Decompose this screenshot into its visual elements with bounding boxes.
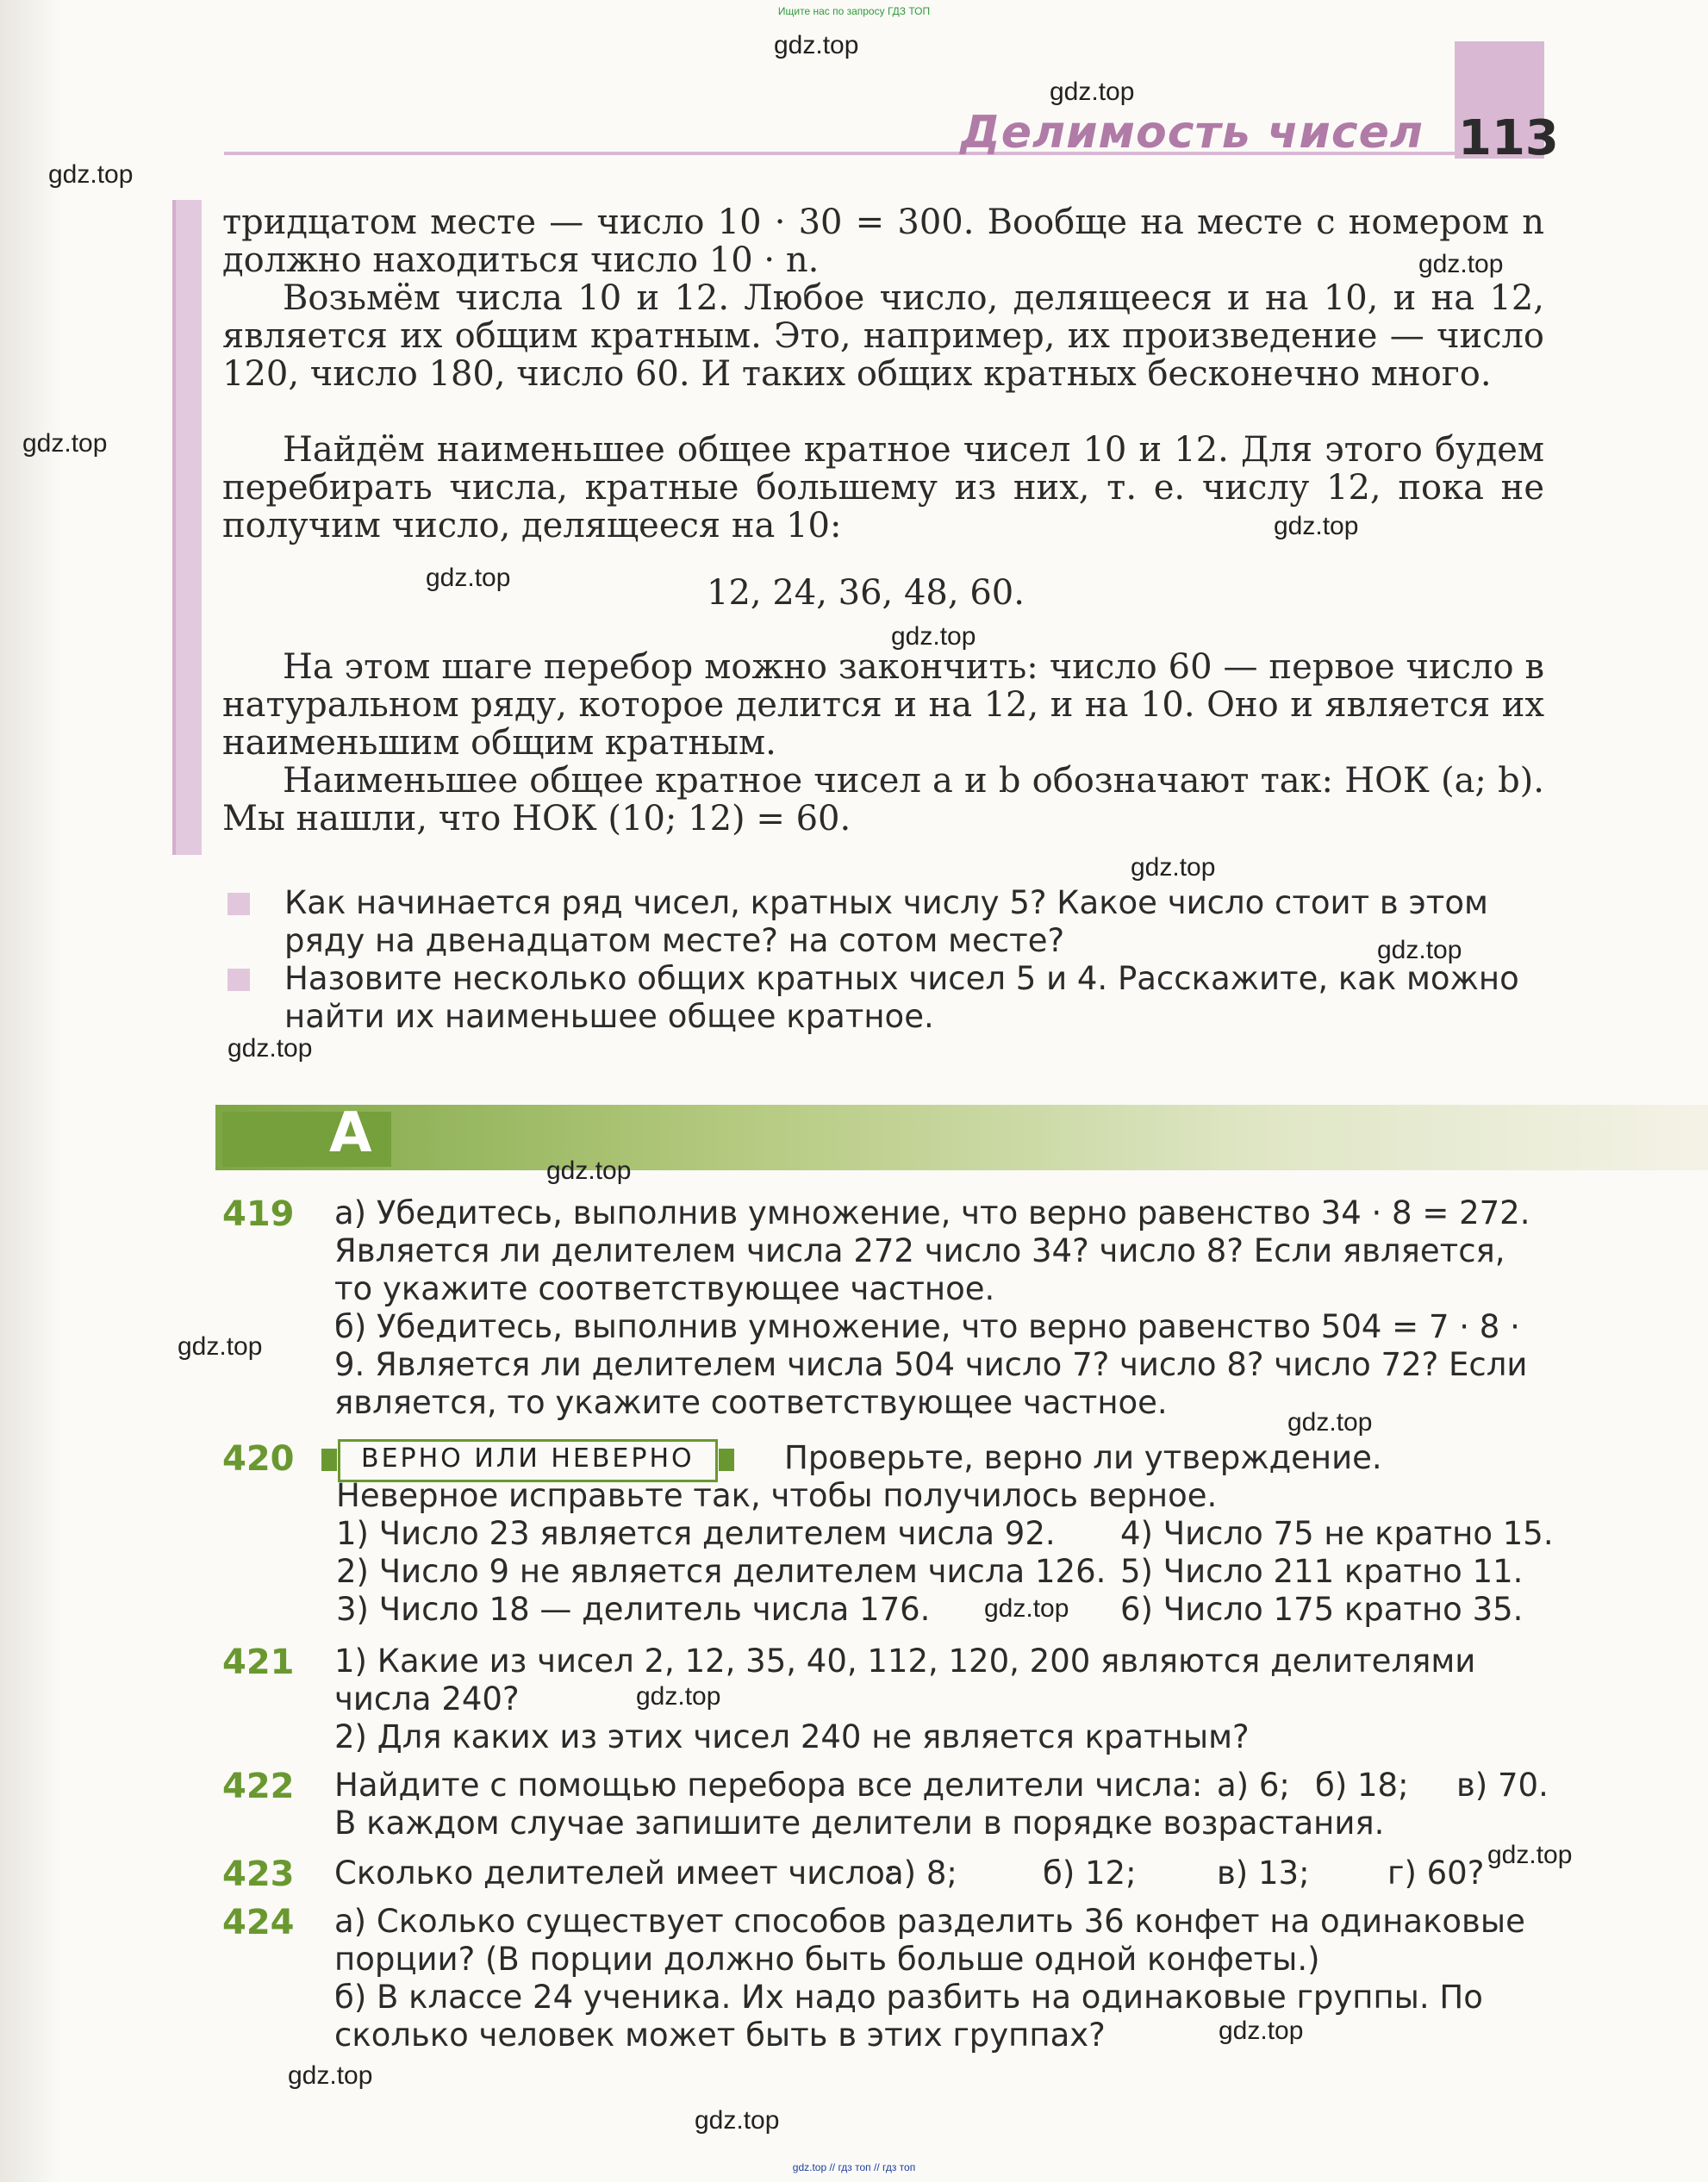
theory-formula: 12, 24, 36, 48, 60. (707, 573, 1025, 613)
exercise-421-b: 2) Для каких из этих чисел 240 не является кратным? (334, 1718, 1250, 1755)
watermark: gdz.top (1050, 78, 1135, 106)
top-note: Ищите нас по запросу ГДЗ ТОП (777, 5, 931, 17)
watermark: gdz.top (1219, 2017, 1304, 2045)
exercise-420-item-5: 5) Число 211 кратно 11. (1120, 1553, 1524, 1590)
exercise-422-option-c: в) 70. (1456, 1767, 1549, 1804)
theory-bar (172, 200, 202, 855)
bottom-note: gdz.top // гдз топ // гдз топ (792, 2161, 916, 2173)
theory-paragraph-2: Возьмём числа 10 и 12. Любое число, делящееся и на 10, и на 12, является их общим кратным. Это, например, их произведение — число 120, число 180, число 60. И таких общих кратных бесконечно много. (222, 278, 1544, 394)
exercise-422-option-b: б) 18; (1315, 1767, 1409, 1804)
section-stripe (215, 1105, 1708, 1170)
watermark: gdz.top (1487, 1841, 1573, 1869)
watermark: gdz.top (1274, 512, 1359, 540)
watermark: gdz.top (426, 564, 511, 592)
exercise-424-b: б) В классе 24 ученика. Их надо разбить на одинаковые группы. По сколько человек может быть в этих группах? (334, 1979, 1483, 2054)
exercise-422-text: Найдите с помощью перебора все делители числа: (334, 1767, 1203, 1804)
exercise-number-419: 419 (222, 1194, 295, 1234)
exercise-number-423: 423 (222, 1855, 295, 1894)
exercise-422-option-a: а) 6; (1217, 1767, 1290, 1804)
watermark: gdz.top (1377, 936, 1462, 964)
exercise-419-a: а) Убедитесь, выполнив умножение, что верно равенство 34 · 8 = 272. Является ли делителем числа 272 число 34? число 8? Если является, то укажите соответствующее частное. (334, 1194, 1530, 1307)
exercise-420-item-4: 4) Число 75 не кратно 15. (1120, 1515, 1554, 1552)
exercise-423-option-b: б) 12; (1043, 1855, 1137, 1892)
exercise-424-a: а) Сколько существует способов разделить 36 конфет на одинаковые порции? (В порции должно быть больше одной конфеты.) (334, 1903, 1525, 1978)
exercise-423-option-d: г) 60? (1387, 1855, 1485, 1892)
exercise-number-420: 420 (222, 1439, 295, 1479)
exercise-423-text: Сколько делителей имеет число: (334, 1855, 896, 1892)
exercise-419-b: б) Убедитесь, выполнив умножение, что верно равенство 504 = 7 · 8 · 9. Является ли делителем числа 504 число 7? число 8? число 72? Если является, то укажите соответствующее частное. (334, 1308, 1528, 1421)
chapter-title: Делимость чисел (960, 107, 1424, 159)
exercise-422-note: В каждом случае запишите делители в порядке возрастания. (334, 1805, 1385, 1842)
watermark: gdz.top (22, 429, 108, 458)
exercise-420-text: Проверьте, верно ли утверждение. Неверное исправьте так, чтобы получилось верное. (336, 1439, 1382, 1514)
watermark: gdz.top (1287, 1408, 1373, 1437)
theory-paragraph-5: Наименьшее общее кратное чисел a и b обозначают так: НОК (a; b). Мы нашли, что НОК (10; 12) = 60. (222, 761, 1544, 839)
exercise-number-422: 422 (222, 1767, 295, 1806)
page-number: 113 (1458, 110, 1559, 166)
exercise-423-option-c: в) 13; (1217, 1855, 1310, 1892)
theory-paragraph-4: На этом шаге перебор можно закончить: число 60 — первое число в натуральном ряду, которое делится и на 12, и на 10. Оно и является их наименьшим общим кратным. (222, 647, 1544, 763)
exercise-423-option-a: а) 8; (884, 1855, 957, 1892)
watermark: gdz.top (288, 2061, 373, 2090)
watermark: gdz.top (984, 1594, 1069, 1623)
page-shadow (0, 0, 60, 2182)
watermark: gdz.top (228, 1034, 313, 1063)
true-false-tag: ВЕРНО ИЛИ НЕВЕРНО (338, 1439, 718, 1482)
watermark: gdz.top (1418, 250, 1504, 278)
watermark: gdz.top (48, 160, 134, 189)
watermark: gdz.top (178, 1332, 263, 1361)
watermark: gdz.top (774, 31, 859, 59)
question-marker (228, 969, 250, 991)
watermark: gdz.top (636, 1682, 721, 1711)
exercise-420-item-2: 2) Число 9 не является делителем числа 126. (336, 1553, 1106, 1590)
exercise-420-item-3: 3) Число 18 — делитель числа 176. (336, 1591, 931, 1628)
watermark: gdz.top (891, 622, 976, 651)
exercise-420-item-1: 1) Число 23 является делителем числа 92. (336, 1515, 1056, 1552)
question-1: Как начинается ряд чисел, кратных числу 5? Какое число стоит в этом ряду на двенадцатом месте? на сотом месте? (284, 884, 1488, 959)
exercise-421-a: 1) Какие из чисел 2, 12, 35, 40, 112, 120, 200 являются делителями числа 240? (334, 1643, 1476, 1718)
watermark: gdz.top (546, 1156, 632, 1185)
question-2: Назовите несколько общих кратных чисел 5 и 4. Расскажите, как можно найти их наименьшее общее кратное. (284, 960, 1519, 1035)
theory-paragraph-3: Найдём наименьшее общее кратное чисел 10 и 12. Для этого будем перебирать числа, кратные большему из них, т. е. числу 12, пока не получим число, делящееся на 10: (222, 430, 1544, 546)
theory-paragraph-1: тридцатом месте — число 10 · 30 = 300. Вообще на месте с номером n должно находиться число 10 · n. (222, 203, 1544, 280)
exercise-number-421: 421 (222, 1643, 295, 1682)
watermark: gdz.top (1131, 853, 1216, 882)
exercise-number-424: 424 (222, 1903, 295, 1942)
exercise-420-item-6: 6) Число 175 кратно 35. (1120, 1591, 1524, 1628)
question-marker (228, 893, 250, 915)
section-letter: А (329, 1101, 372, 1165)
watermark: gdz.top (695, 2106, 780, 2135)
